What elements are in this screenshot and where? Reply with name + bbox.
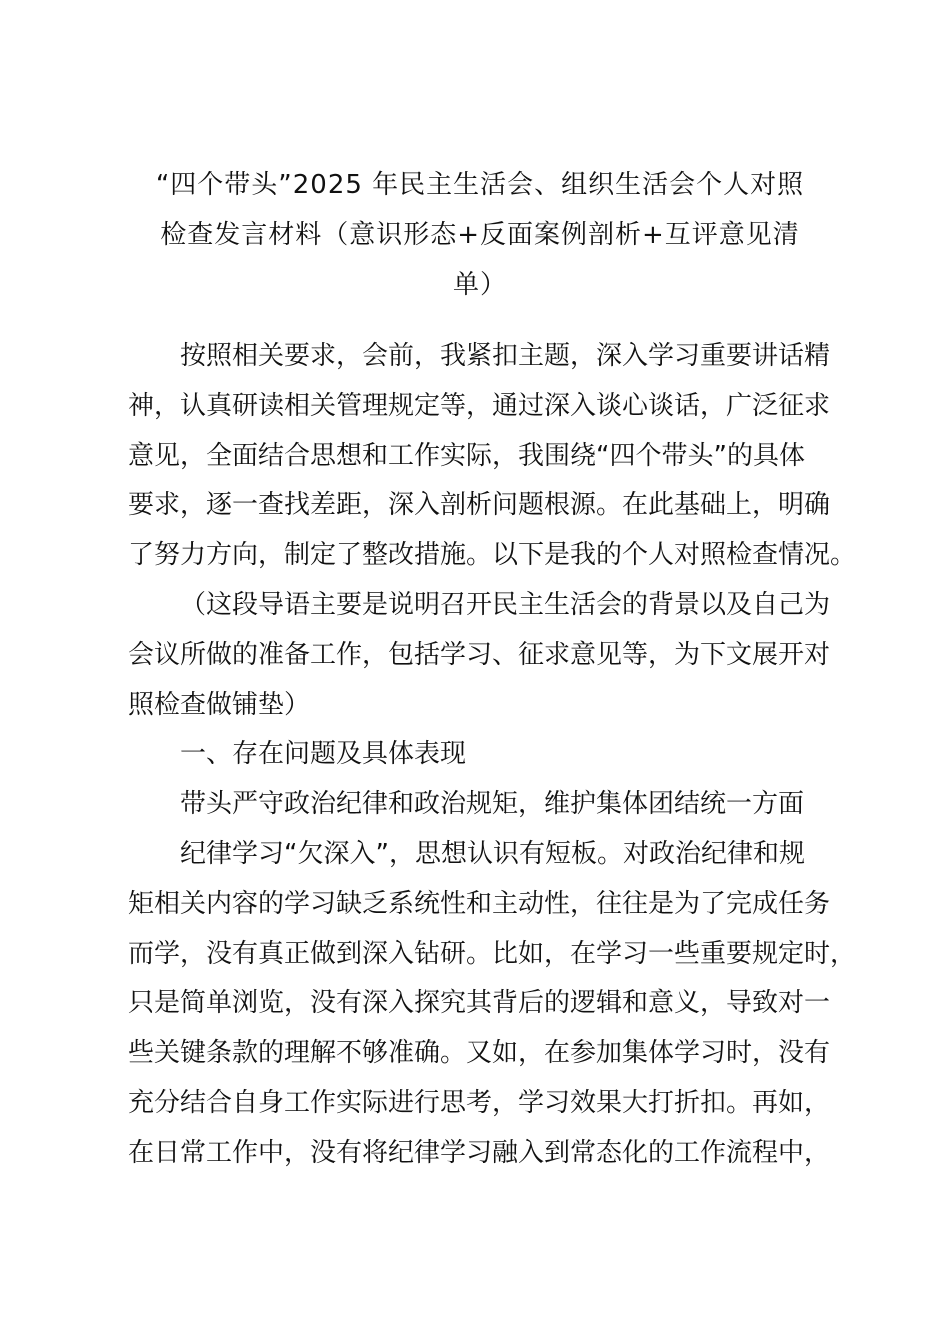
section-heading (128, 730, 828, 780)
problem-line: 些关键条款的理解不够准确。又如，在参加集体学习时，没有 (128, 1038, 831, 1069)
section-heading-text: 一、存在问题及具体表现 (180, 739, 467, 770)
problem-line: 在日常工作中，没有将纪律学习融入到常态化的工作流程中， (128, 1137, 831, 1168)
problem-line: 纪律学习“欠深入”，思想认识有短板。对政治纪律和规 (180, 838, 805, 869)
intro-line: 了努力方向，制定了整改措施。以下是我的个人对照检查情况。 (128, 540, 857, 571)
document-title (130, 160, 830, 310)
intro-line: 神，认真研读相关管理规定等，通过深入谈心谈话，广泛征求 (128, 390, 831, 421)
intro-line: 按照相关要求，会前，我紧扣主题，深入学习重要讲话精 (180, 341, 831, 371)
intro-paragraph (128, 332, 857, 581)
intro-line: 意见，全面结合思想和工作实际，我围绕“四个带头”的具体 (128, 440, 805, 471)
title-line: “四个带头”2025 年民主生活会、组织生活会个人对照 (155, 170, 805, 200)
problem-paragraph (128, 830, 857, 1179)
problem-line: 而学，没有真正做到深入钻研。比如，在学习一些重要规定时， (128, 938, 857, 969)
note-paragraph (128, 581, 831, 730)
note-line: 照检查做铺垫） (128, 689, 311, 720)
document-body (128, 332, 857, 1179)
subsection-heading-text: 带头严守政治纪律和政治规矩，维护集体团结统一方面 (180, 789, 805, 820)
intro-line: 要求，逐一查找差距，深入剖析问题根源。在此基础上，明确 (128, 490, 831, 521)
title-line: 检查发言材料（意识形态+反面案例剖析+互评意见清 (160, 220, 800, 250)
note-line: （这段导语主要是说明召开民主生活会的背景以及自己为 (180, 589, 831, 620)
subsection-heading (128, 780, 828, 830)
problem-line: 充分结合自身工作实际进行思考，学习效果大打折扣。再如， (128, 1087, 831, 1118)
note-line: 会议所做的准备工作，包括学习、征求意见等，为下文展开对 (128, 639, 831, 670)
problem-line: 只是简单浏览，没有深入探究其背后的逻辑和意义，导致对一 (128, 988, 831, 1019)
problem-line: 矩相关内容的学习缺乏系统性和主动性，往往是为了完成任务 (128, 888, 831, 919)
title-line: 单） (452, 270, 507, 300)
